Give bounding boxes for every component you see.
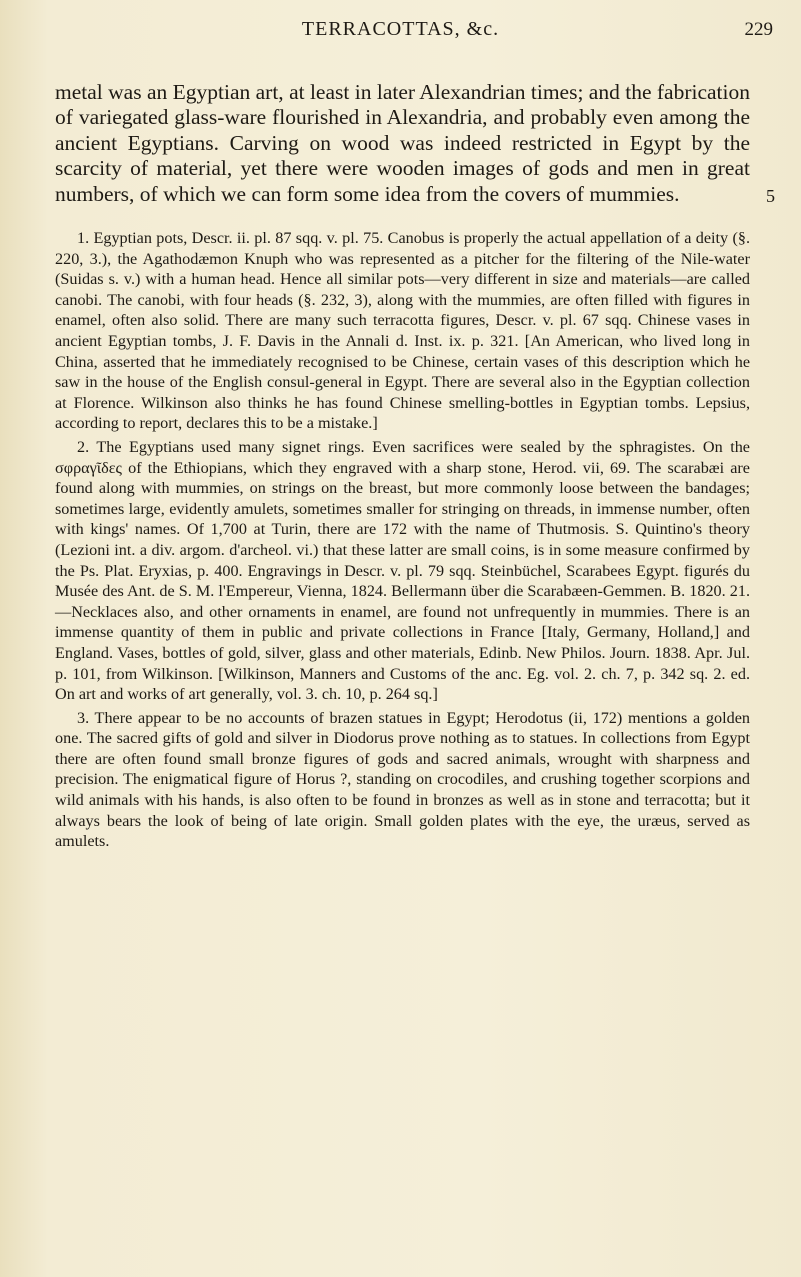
footnote-2: 2. The Egyptians used many signet rings. Even sacrifices were sealed by the sphragistes. On the σφραγῖδες of the Ethiopians, which they engraved with a sharp stone, Herod. vii, 69. The scarabæi are found along with mummies, on strings on the breast, but more commonly loose between the bandages; sometimes large, evidently amulets, sometimes smaller for stringing on threads, in immense number, often with kings' names. Of 1,700 at Turin, there are 172 with the name of Thutmosis. S. Quintino's theory (Lezioni int. a div. argom. d'archeol. vi.) that these latter are small coins, is in some measure confirmed by the Ps. Plat. Eryxias, p. 400. Engravings in Descr. v. pl. 79 sqq. Steinbüchel, Scarabees Egypt. figurés du Musée des Ant. de S. M. l'Empereur, Vienna, 1824. Bellermann über die Scarabæen-Gemmen. B. 1820. 21.—Necklaces also, and other ornaments in enamel, are found not unfrequently in mummies. There is an immense quantity of them in public and private collections in France [Italy, Germany, Holland,] and England. Vases, bottles of gold, silver, glass and other materials, Edinb. New Philos. Journ. 1838. Apr. Jul. p. 101, from Wilkinson. [Wilkinson, Manners and Customs of the anc. Eg. vol. 2. ch. 7, p. 342 sq. 2. ed. On art and works of art generally, vol. 3. ch. 10, p. 264 sq.] [55, 437, 750, 704]
footnote-3: 3. There appear to be no accounts of brazen statues in Egypt; Herodotus (ii, 172) mentions a golden one. The sacred gifts of gold and silver in Diodorus prove nothing as to statues. In collections from Egypt there are often found small bronze figures of gods and sacred animals, wrought with sharpness and precision. The enigmatical figure of Horus ?, standing on crocodiles, and crushing together scorpions and wild animals with his hands, is also often to be found in bronzes as well as in stone and terracotta; but it always bears the look of being of late origin. Small golden plates with the eye, the uræus, served as amulets. [55, 708, 750, 851]
running-title: TERRACOTTAS, &c. [301, 18, 500, 40]
page-header [0, 18, 801, 44]
main-paragraph-text: metal was an Egyptian art, at least in later Alexandrian times; and the fabrication of variegated glass-ware flourished in Alexandria, and probably even among the ancient Egyptians. Carving on wood was indeed restricted in Egypt by the scarcity of material, yet there were wooden images of gods and men in great numbers, of which we can form some idea from the covers of mummies. [55, 80, 750, 206]
main-paragraph [55, 80, 775, 207]
page-number: 229 [744, 19, 773, 40]
body-text [55, 80, 775, 852]
line-number-marker: 5 [766, 186, 775, 206]
footnote-1: 1. Egyptian pots, Descr. ii. pl. 87 sqq. v. pl. 75. Canobus is properly the actual appellation of a deity (§. 220, 3.), the Agathodæmon Knuph who was represented as a pitcher for the filtering of the Nile-water (Suidas s. v.) with a human head. Hence all similar pots—very different in size and materials—are called canobi. The canobi, with four heads (§. 232, 3), along with the mummies, are often filled with figures in enamel, often also solid. There are many such terracotta figures, Descr. v. pl. 67 sqq. Chinese vases in ancient Egyptian tombs, J. F. Davis in the Annali d. Inst. ix. p. 321. [An American, who lived long in China, asserted that he immediately recognised to be Chinese, certain vases of this description which he saw in the house of the English consul-general in Egypt. There are several also in the Egyptian collection at Florence. Wilkinson also thinks he has found Chinese smelling-bottles in Egyptian tombs. Lepsius, according to report, declares this to be a mistake.] [55, 229, 750, 433]
